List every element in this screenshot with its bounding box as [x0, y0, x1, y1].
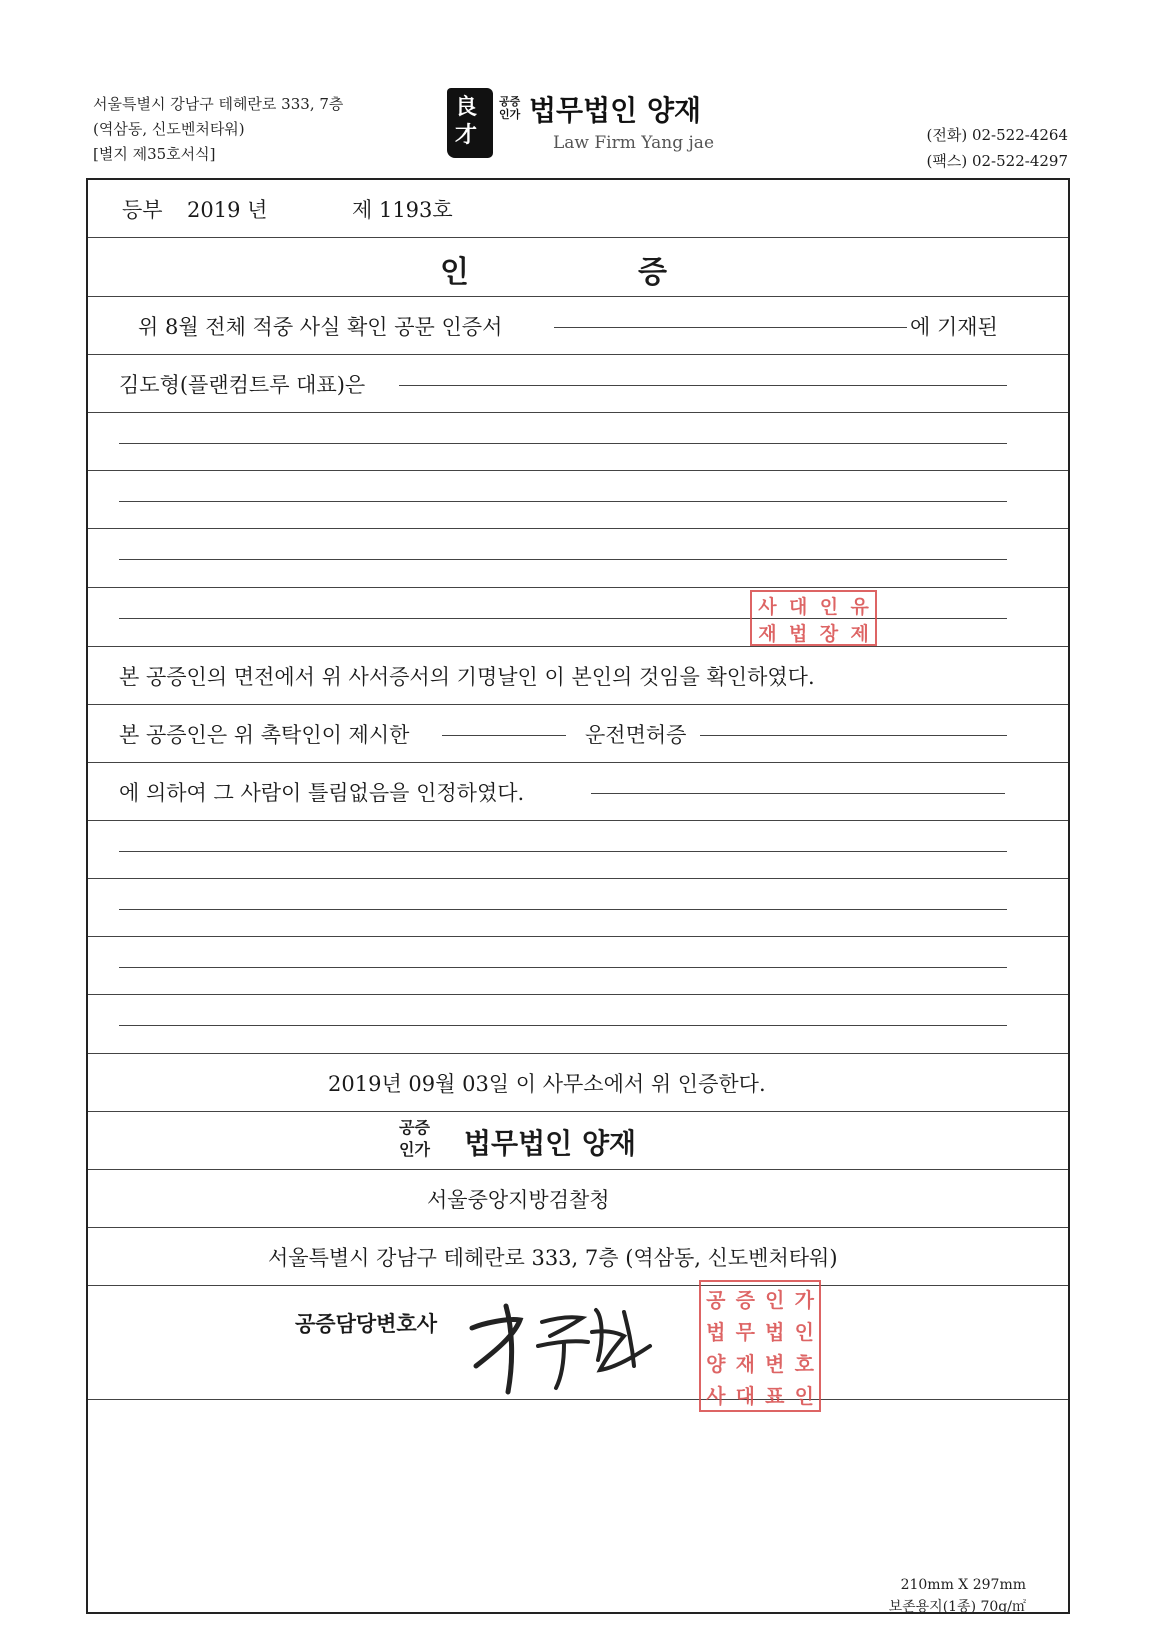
document-title-suffix: 에 기재된: [910, 315, 998, 339]
seal-char: 변: [765, 1351, 785, 1376]
principal-name: 김도형(플랜컴트루 대표)은: [119, 373, 366, 397]
prosecutor-office: 서울중앙지방검찰청: [427, 1188, 610, 1212]
blank-row: [88, 588, 1068, 647]
address-line-1: 서울특별시 강남구 테헤란로 333, 7층: [93, 95, 344, 113]
address-line-2: (역삼동, 신도벤처타워): [93, 120, 245, 138]
date-row: [88, 1054, 1068, 1112]
logo-mark-icon: 良 才: [447, 88, 493, 158]
certification-date: 2019년 09월 03일 이 사무소에서 위 인증한다.: [328, 1072, 766, 1096]
seal-char: 장: [819, 623, 839, 645]
seal-char: 대: [735, 1383, 755, 1408]
registry-row: [88, 180, 1068, 238]
seal-char: 제: [850, 623, 869, 645]
attorney-row: [88, 1286, 1068, 1400]
seal-char: 법: [765, 1319, 785, 1344]
paper-spec: [889, 1574, 1026, 1618]
title-char-1: 인: [440, 255, 469, 290]
fill-line: [119, 443, 1007, 444]
attorney-label: 공증담당변호사: [295, 1311, 438, 1336]
seal-char: 사: [758, 596, 777, 618]
seal-char: 재: [758, 623, 777, 645]
logo-name-en: Law Firm Yang jae: [553, 133, 715, 153]
id-document-type: 운전면허증: [585, 723, 687, 747]
seal-char: 표: [765, 1383, 785, 1408]
blank-row: [88, 471, 1068, 529]
office-name-row: [88, 1112, 1068, 1170]
prosecutor-row: [88, 1170, 1068, 1228]
logo-name-ko: 법무법인 양재: [529, 94, 702, 127]
fill-line: [119, 967, 1007, 968]
seal-char: 법: [788, 623, 808, 645]
statement-1: 본 공증인의 면전에서 위 사서증서의 기명날인 이 본인의 것임을 확인하였다.: [119, 665, 815, 689]
seal-char: 증: [735, 1287, 755, 1312]
attorney-signature-icon: [464, 1288, 664, 1398]
fax-number: (팩스) 02-522-4297: [926, 152, 1068, 170]
statement-row-2: [88, 705, 1068, 763]
principal-row: [88, 355, 1068, 413]
document-title-row: [88, 297, 1068, 355]
large-red-seal-icon: [699, 1280, 821, 1412]
seal-char: 대: [788, 596, 808, 618]
seal-char: 재: [735, 1351, 755, 1376]
statement-row-1: [88, 647, 1068, 705]
fill-line: [554, 327, 907, 328]
office-name: 법무법인 양재: [464, 1127, 637, 1160]
blank-row: [88, 937, 1068, 995]
seal-char: 가: [794, 1287, 814, 1312]
seal-char: 법: [706, 1319, 726, 1344]
contact-block: [927, 122, 1068, 174]
fill-line: [119, 559, 1007, 560]
office-address-block: [93, 92, 343, 167]
phone-number: (전화) 02-522-4264: [926, 126, 1068, 144]
seal-char: 인: [794, 1319, 814, 1344]
title-char-2: 증: [638, 255, 667, 290]
statement-row-3: [88, 763, 1068, 821]
seal-char: 사: [706, 1383, 726, 1408]
seal-char: 공: [706, 1287, 726, 1312]
seal-char: 유: [850, 596, 869, 618]
registry-year: 2019 년: [187, 198, 268, 222]
form-number: [별지 제35호서식]: [93, 145, 216, 163]
office-address-row: [88, 1228, 1068, 1286]
fill-line: [119, 851, 1007, 852]
registry-number: 제 1193호: [352, 198, 453, 222]
fill-line: [442, 735, 566, 736]
seal-char: 무: [735, 1319, 755, 1344]
seal-char: 호: [794, 1351, 814, 1376]
document-title: 위 8월 전체 적중 사실 확인 공문 인증서: [138, 315, 503, 339]
fill-line: [119, 501, 1007, 502]
office-certified-label: 공증 인가: [399, 1118, 430, 1159]
title-row: [88, 238, 1068, 297]
office-address: 서울특별시 강남구 테헤란로 333, 7층 (역삼동, 신도벤처타워): [268, 1246, 838, 1270]
fill-line: [399, 385, 1007, 386]
blank-row: [88, 995, 1068, 1054]
statement-2a: 본 공증인은 위 촉탁인이 제시한: [119, 723, 410, 747]
small-red-seal-icon: [750, 590, 877, 646]
logo-certified-label: 공증 인가: [499, 95, 521, 121]
registry-label: 등부: [122, 198, 163, 222]
certification-form: [86, 178, 1070, 1614]
fill-line: [700, 735, 1007, 736]
seal-char: 양: [706, 1351, 726, 1376]
seal-char: 인: [794, 1383, 814, 1408]
fill-line: [119, 1025, 1007, 1026]
seal-char: 인: [819, 596, 839, 618]
fill-line: [119, 909, 1007, 910]
fill-line: [591, 793, 1005, 794]
seal-char: 인: [765, 1287, 785, 1312]
statement-3: 에 의하여 그 사람이 틀림없음을 인정하였다.: [119, 781, 525, 805]
blank-row: [88, 821, 1068, 879]
paper-type: 보존용지(1종) 70g/㎡: [888, 1599, 1026, 1615]
blank-row: [88, 879, 1068, 937]
law-firm-logo: [447, 85, 747, 161]
blank-row: [88, 529, 1068, 588]
blank-row: [88, 413, 1068, 471]
paper-size: 210mm X 297mm: [900, 1577, 1026, 1593]
